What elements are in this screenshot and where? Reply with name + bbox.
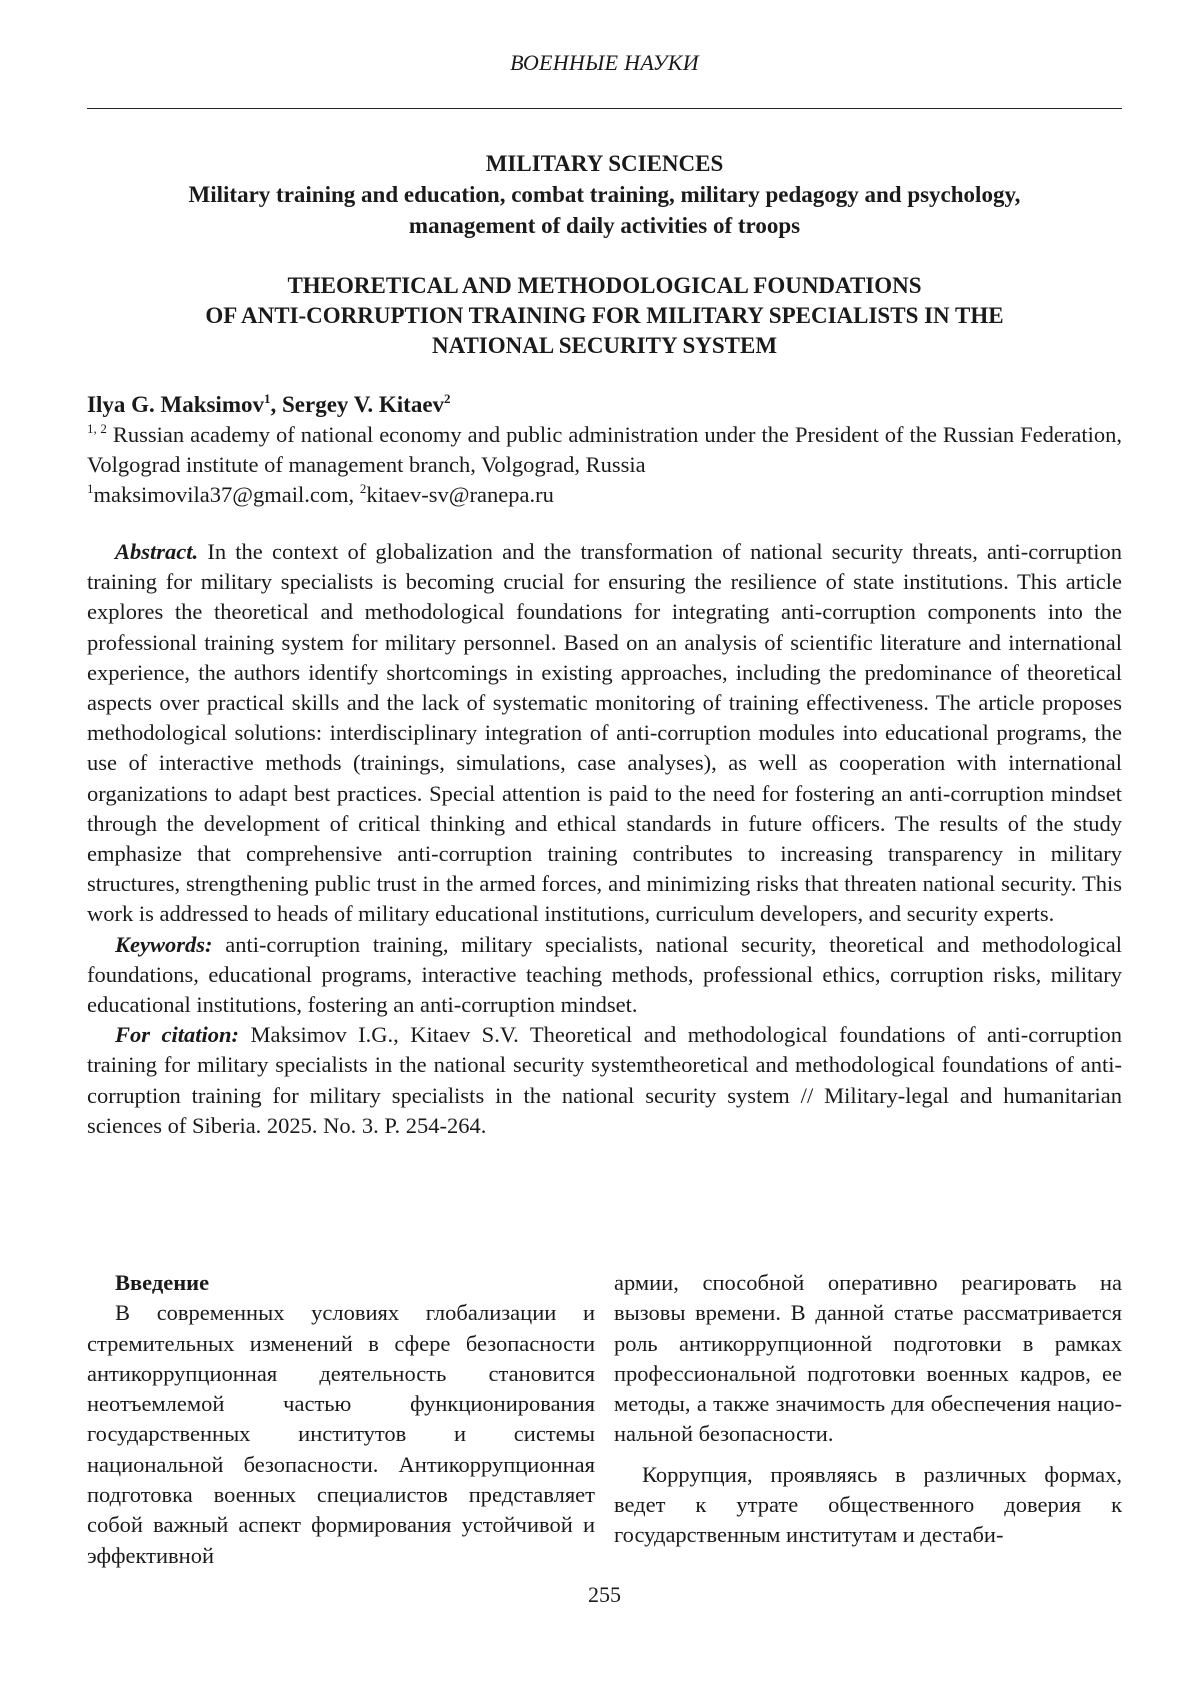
affiliation [87, 420, 1122, 480]
body-column-right [614, 1268, 1122, 1551]
abstract-block [87, 537, 1122, 1141]
author-1: Ilya G. Maksimov [87, 392, 264, 417]
email-1-sup: 1 [87, 481, 94, 496]
authors-line [87, 390, 1122, 420]
citation-label: For citation: [115, 1022, 239, 1048]
article-title-line3: NATIONAL SECURITY SYSTEM [431, 333, 778, 358]
citation-text: Maksimov I.G., Kitaev S.V. Theoretical and methodological foundations of anti-corruption training for military specialists in the national security systemtheoretical and methodological foundations of anti-corruption training for military specialists in the national security system // Military-legal and humanitarian sciences of Siberia. 2025. No. 3. P. 254-264. [87, 1022, 1123, 1138]
author-emails [87, 480, 1122, 510]
affiliation-text: Russian academy of national economy and public administration under the President of the Russian Federation, Volgograd institute of management branch, Volgograd, Russia [87, 422, 1122, 477]
body-column-left [87, 1268, 595, 1571]
email-2-sup: 2 [359, 481, 367, 496]
email-1[interactable]: maksimovila37@gmail.com, [93, 482, 360, 507]
abstract-paragraph [87, 537, 1122, 930]
running-head: ВОЕННЫЕ НАУКИ [510, 50, 699, 75]
article-title-line1: THEORETICAL AND METHODOLOGICAL FOUNDATIONS [287, 273, 922, 298]
intro-heading: Введение [115, 1270, 210, 1295]
abstract-label: Abstract. [115, 539, 199, 564]
page-number: 255 [588, 1582, 621, 1607]
abstract-text: In the context of globalization and the transformation of national security threats, anti-corruption training for military specialists is becoming crucial for ensuring the resilience of state institutions. This article explores the theoretical and methodological foundations for integrating anti-corruption components into the professional training system for military personnel. Based on an analysis of scientific literature and international experience, the authors identify shortcomings in existing approaches, including the predominance of theoretical aspects over practical skills and the lack of systematic monitoring of training effectiveness. The article proposes methodological solutions: interdisciplinary integration of anti-corruption modules into educational programs, the use of interactive methods (trainings, simulations, case analyses), as well as cooperation with international organizations to adapt best practices. Special attention is paid to the need for fostering an anti-corruption mindset through the development of critical thinking and ethical standards in future officers. The results of the study emphasize that comprehensive anti-corruption training contributes to increasing transparency in military structures, strengthening public trust in the armed forces, and minimizing risks that threaten national security. This work is addressed to heads of military educational institutions, curriculum developers, and security experts. [87, 539, 1122, 927]
corruption-paragraph: Коррупция, проявляясь в различных формах, ведет к утрате общественного доверия к государственным институтам и дестаби- [614, 1461, 1122, 1548]
section-subtitle-line2: management of daily activities of troops [408, 213, 801, 238]
intro-paragraph: В современных условиях глобализации и стремительных изменений в сфере безопасности антикоррупционная деятельность становится неотъемлемой частью функционирования государственных институтов и системы национальной безопасности. Антикоррупционная подготовка военных специалистов представляет собой важный аспект формирования устойчивой и эффективной [87, 1300, 595, 1568]
section-heading [87, 148, 1122, 241]
author-1-sup: 1 [263, 391, 271, 406]
affiliation-sup: 1, 2 [87, 421, 107, 436]
intro-paragraph-continued: армии, способной оперативно реагировать на вызовы времени. В данной статье рассматривается роль антикоррупционной подготовки в рамках профессиональной подготовки военных кадров, ее методы, а также значимость для обеспечения национальной безопасности. [614, 1270, 1122, 1447]
keywords-text: anti-corruption training, military specialists, national security, theoretical and methodological foundations, educational programs, interactive teaching methods, professional ethics, corruption risks, military educational institutions, fostering an anti-corruption mindset. [87, 931, 1122, 1018]
citation-paragraph [87, 1020, 1122, 1141]
author-separator: , [270, 392, 282, 417]
email-2[interactable]: kitaev-sv@ranepa.ru [366, 482, 554, 507]
header-rule [87, 108, 1122, 109]
article-title-line2: OF ANTI-CORRUPTION TRAINING FOR MILITARY SPECIALISTS IN THE [205, 303, 1004, 328]
author-2: Sergey V. Kitaev [281, 392, 445, 417]
article-title [87, 271, 1122, 361]
keywords-label: Keywords: [115, 931, 213, 957]
keywords-paragraph [87, 930, 1122, 1021]
section-title: MILITARY SCIENCES [485, 151, 724, 176]
section-subtitle-line1: Military training and education, combat training, military pedagogy and psychology, [188, 182, 1021, 207]
author-2-sup: 2 [444, 391, 451, 406]
